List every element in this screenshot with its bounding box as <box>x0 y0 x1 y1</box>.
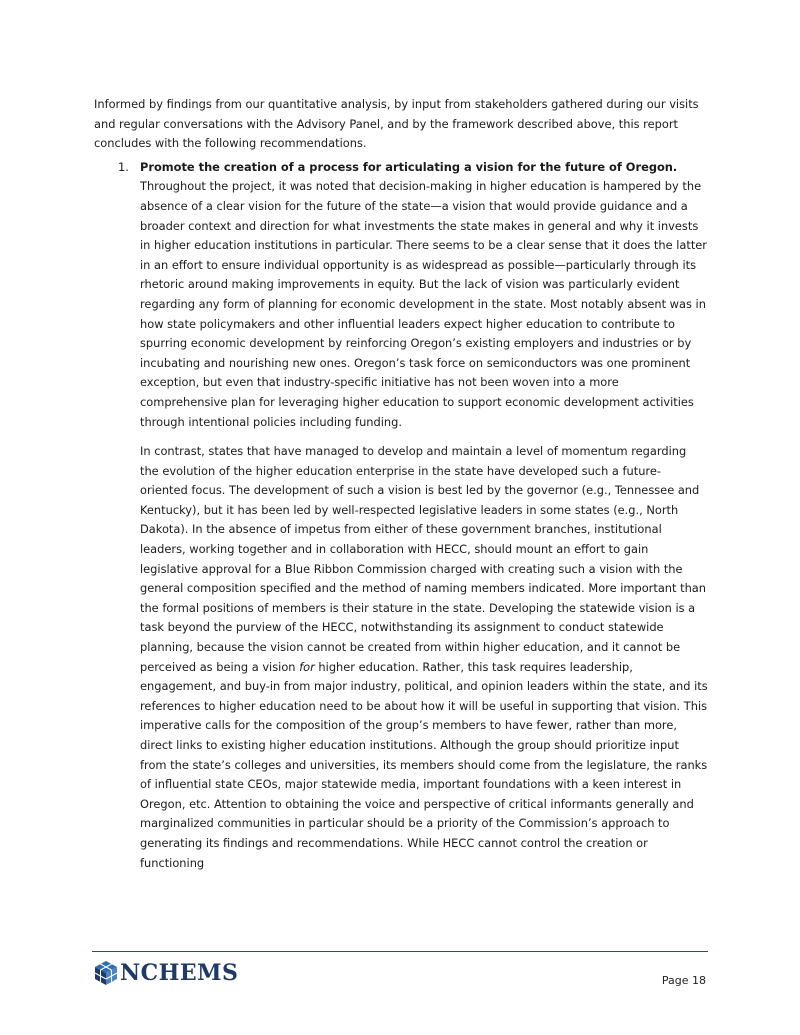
recommendation-heading: Promote the creation of a process for articulating a vision for the future of Oregon. <box>140 159 678 174</box>
emphasis-for: for <box>299 659 315 674</box>
recommendation-number: 1. <box>118 159 129 174</box>
recommendation-paragraph-2 <box>140 442 708 873</box>
page-number: Page 18 <box>661 974 706 987</box>
intro-paragraph: Informed by findings from our quantitative analysis, by input from stakeholders gathered during our visits and regular conversations with the Advisory Panel, and by the framework described above, this report concludes with the following recommendations. <box>94 97 699 151</box>
recommendation-item <box>94 158 708 873</box>
recommendation-paragraph-1 <box>140 158 708 432</box>
page-body <box>94 95 708 873</box>
recommendations-list <box>94 158 708 873</box>
cube-logo-icon <box>94 960 118 986</box>
recommendation-body <box>140 158 708 873</box>
recommendation-text-1: Throughout the project, it was noted that decision-making in higher education is hampered by the absence of a clear vision for the future of the state—a vision that would provide guidance and a broader context and direction for what investments the state makes in general and why it invests in higher education institutions in particular. There seems to be a clear sense that it does the latter in an effort to ensure individual opportunity is as widespread as possible—particularly through its rhetoric around making improvements in equity. But the lack of vision was particularly evident regarding any form of planning for economic development in the state. Most notably absent was in how state policymakers and other influential leaders expect higher education to contribute to spurring economic development by reinforcing Oregon’s existing employers and industries or by incubating and nourishing new ones. Oregon’s task force on semiconductors was one prominent exception, but even that industry-specific initiative has not been woven into a more comprehensive plan for leveraging higher education to support economic development activities through intentional policies including funding. <box>140 179 707 429</box>
recommendation-text-2b: higher education. Rather, this task requires leadership, engagement, and buy-in from major industry, political, and opinion leaders within the state, and its references to higher education need to be about how it will be useful in supporting that vision. This imperative calls for the composition of the group’s members to have fewer, rather than more, direct links to existing higher education institutions. Although the group should prioritize input from the state’s colleges and universities, its members should come from the legislature, the ranks of influential state CEOs, major statewide media, important foundations with a keen interest in Oregon, etc. Attention to obtaining the voice and perspective of critical informants generally and marginalized communities in particular should be a priority of the Commission’s approach to generating its findings and recommendations. While HECC cannot control the creation or functioning <box>140 659 708 870</box>
footer-divider <box>92 951 708 952</box>
logo-text: NCHEMS <box>120 960 239 986</box>
recommendation-text-2a: In contrast, states that have managed to develop and maintain a level of momentum regarding the evolution of the higher education enterprise in the state have developed such a future-oriented focus. The development of such a vision is best led by the governor (e.g., Tennessee and Kentucky), but it has been led by well-respected legislative leaders in some states (e.g., North Dakota). In the absence of impetus from either of these government branches, institutional leaders, working together and in collaboration with HECC, should mount an effort to gain legislative approval for a Blue Ribbon Commission charged with creating such a vision with the general composition specified and the method of naming members indicated. More important than the formal positions of members is their stature in the state. Developing the statewide vision is a task beyond the purview of the HECC, notwithstanding its assignment to conduct statewide planning, because the vision cannot be created from within higher education, and it cannot be perceived as being a vision <box>140 444 706 674</box>
nchems-logo <box>94 960 238 986</box>
